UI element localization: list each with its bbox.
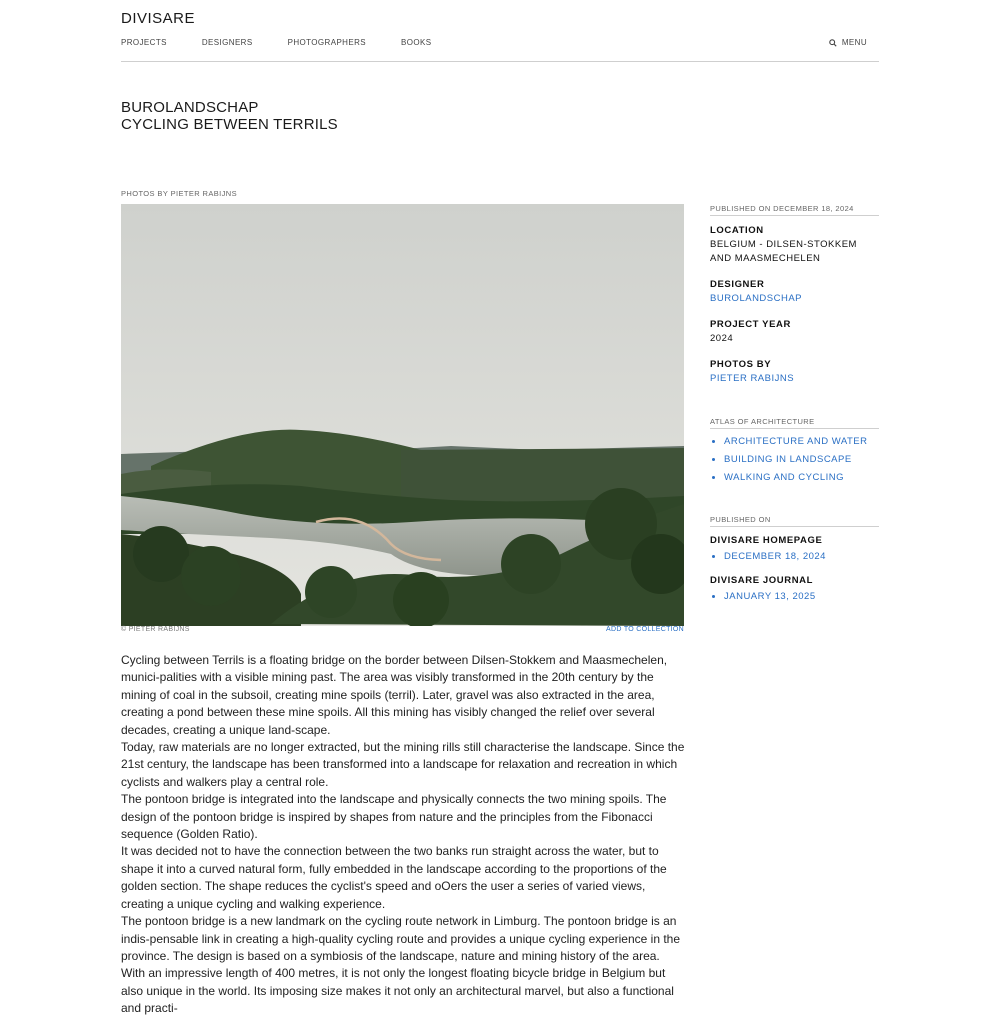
homepage-label: DIVISARE HOMEPAGE — [710, 535, 823, 546]
project-year-label: PROJECT YEAR — [710, 319, 791, 330]
photographer-link[interactable]: PIETER RABIJNS — [710, 373, 795, 384]
menu-button[interactable] — [829, 38, 867, 47]
add-to-collection-link[interactable]: ADD TO COLLECTION — [606, 626, 684, 633]
menu-label: MENU — [841, 38, 867, 47]
project-designer: BUROLANDSCHAP — [121, 99, 259, 116]
project-photo[interactable] — [121, 204, 684, 626]
nav-books[interactable]: BOOKS — [401, 38, 432, 47]
atlas-item[interactable]: • ARCHITECTURE AND WATER — [724, 433, 879, 451]
description-paragraph: With an impressive length of 400 metres, it is not only the longest floating bicycle bridge in Belgium but also unique in the world. Its imposing size makes it not only an architectural marvel, but also a functional and practi- — [121, 966, 674, 1016]
search-icon — [829, 39, 837, 47]
main-nav — [121, 38, 466, 47]
atlas-heading: ATLAS OF ARCHITECTURE — [710, 417, 879, 429]
photo-caption-credit: © PIETER RABIJNS — [121, 626, 190, 633]
journal-list — [710, 588, 879, 606]
description-paragraph: It was decided not to have the connection between the two banks run straight across the water, but to shape it into a curved natural form, fully embedded in the landscape according to the proportions of the golden section. The shape reduces the cyclist's speed and oOers the user a series of varied views, creating a unique cycling and walking experience. — [121, 844, 667, 911]
page-title — [121, 99, 338, 133]
designer-link[interactable]: BUROLANDSCHAP — [710, 293, 803, 304]
designer-label: DESIGNER — [710, 279, 765, 290]
nav-projects[interactable]: PROJECTS — [121, 38, 167, 47]
atlas-item[interactable]: • WALKING AND CYCLING — [724, 469, 879, 487]
description-paragraph: Today, raw materials are no longer extracted, but the mining rills still characterise the landscape. Since the 21st century, the landscape has been transformed into a landscape for relaxation and recreation in which cyclists and walkers play a central role. — [121, 740, 685, 789]
atlas-list — [710, 433, 879, 487]
journal-date-link[interactable]: • JANUARY 13, 2025 — [724, 588, 879, 606]
photos-by-label: PHOTOS BY — [710, 359, 772, 370]
published-on-heading: PUBLISHED ON — [710, 515, 879, 527]
location-value: BELGIUM - DILSEN-STOKKEM AND MAASMECHELEN — [710, 239, 857, 264]
location-label: LOCATION — [710, 225, 764, 236]
project-description — [121, 652, 687, 1018]
header-divider — [121, 61, 879, 62]
published-date: PUBLISHED ON DECEMBER 18, 2024 — [710, 204, 879, 216]
project-name: CYCLING BETWEEN TERRILS — [121, 116, 338, 133]
homepage-list — [710, 548, 879, 566]
project-year-value: 2024 — [710, 333, 734, 344]
site-logo[interactable]: DIVISARE — [121, 10, 196, 27]
nav-photographers[interactable]: PHOTOGRAPHERS — [287, 38, 367, 47]
description-paragraph: Cycling between Terrils is a floating bridge on the border between Dilsen-Stokkem and Maasmechelen, munici-palities with a visible mining past. The area was visibly transformed in the 20th century by the mining of coal in the subsoil, creating mine spoils (terril). Later, gravel was also extracted in the area, creating a pond between these mine spoils. All this mining has visibly changed the relief over several decades, creating a unique land-scape. — [121, 653, 668, 737]
journal-label: DIVISARE JOURNAL — [710, 575, 814, 586]
description-paragraph: The pontoon bridge is integrated into the landscape and physically connects the two mining spoils. The design of the pontoon bridge is inspired by shapes from nature and the principles from the Fibonacci sequence (Golden Ratio). — [121, 792, 667, 842]
photo-credit: PHOTOS BY PIETER RABIJNS — [121, 189, 238, 198]
homepage-date-link[interactable]: • DECEMBER 18, 2024 — [724, 548, 879, 566]
description-paragraph: The pontoon bridge is a new landmark on the cycling route network in Limburg. The pontoon bridge is an indis-pensable link in creating a high-quality cycling route and provides a unique cycling experience in the province. The design is based on a symbiosis of the landscape, nature and mining history of the area. — [121, 914, 681, 963]
landscape-photo — [121, 204, 684, 626]
nav-designers[interactable]: DESIGNERS — [201, 38, 253, 47]
atlas-item[interactable]: • BUILDING IN LANDSCAPE — [724, 451, 879, 469]
project-sidebar — [710, 204, 879, 606]
